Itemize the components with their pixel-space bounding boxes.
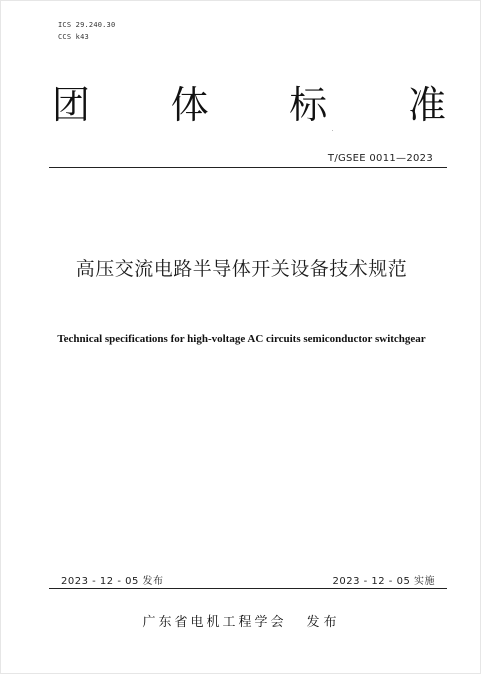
scan-speck <box>332 130 333 131</box>
document-title-english: Technical specifications for high-voltage AC circuits semiconductor switchgear <box>57 333 426 345</box>
issuing-organization: 广东省电机工程学会 <box>142 615 287 630</box>
classification-codes <box>58 19 115 43</box>
issuer-line <box>1 614 481 632</box>
issue-action: 发布 <box>306 615 341 630</box>
ccs-code: CCS k43 <box>58 33 89 41</box>
publish-date: 2023 - 12 - 05 发布 <box>61 576 164 587</box>
header-divider <box>49 167 447 168</box>
standard-type-char: 标 <box>289 83 328 127</box>
implementation-date: 2023 - 12 - 05 实施 <box>332 576 435 587</box>
standard-type-char: 团 <box>51 83 90 127</box>
standard-type-heading <box>49 83 449 127</box>
standard-type-char: 准 <box>407 83 446 127</box>
footer-divider <box>49 588 447 589</box>
ics-code: ICS 29.240.30 <box>58 21 116 29</box>
document-title-chinese: 高压交流电路半导体开关设备技术规范 <box>75 258 408 280</box>
standard-type-char: 体 <box>170 83 209 127</box>
standard-number: T/GSEE 0011—2023 <box>327 153 433 164</box>
